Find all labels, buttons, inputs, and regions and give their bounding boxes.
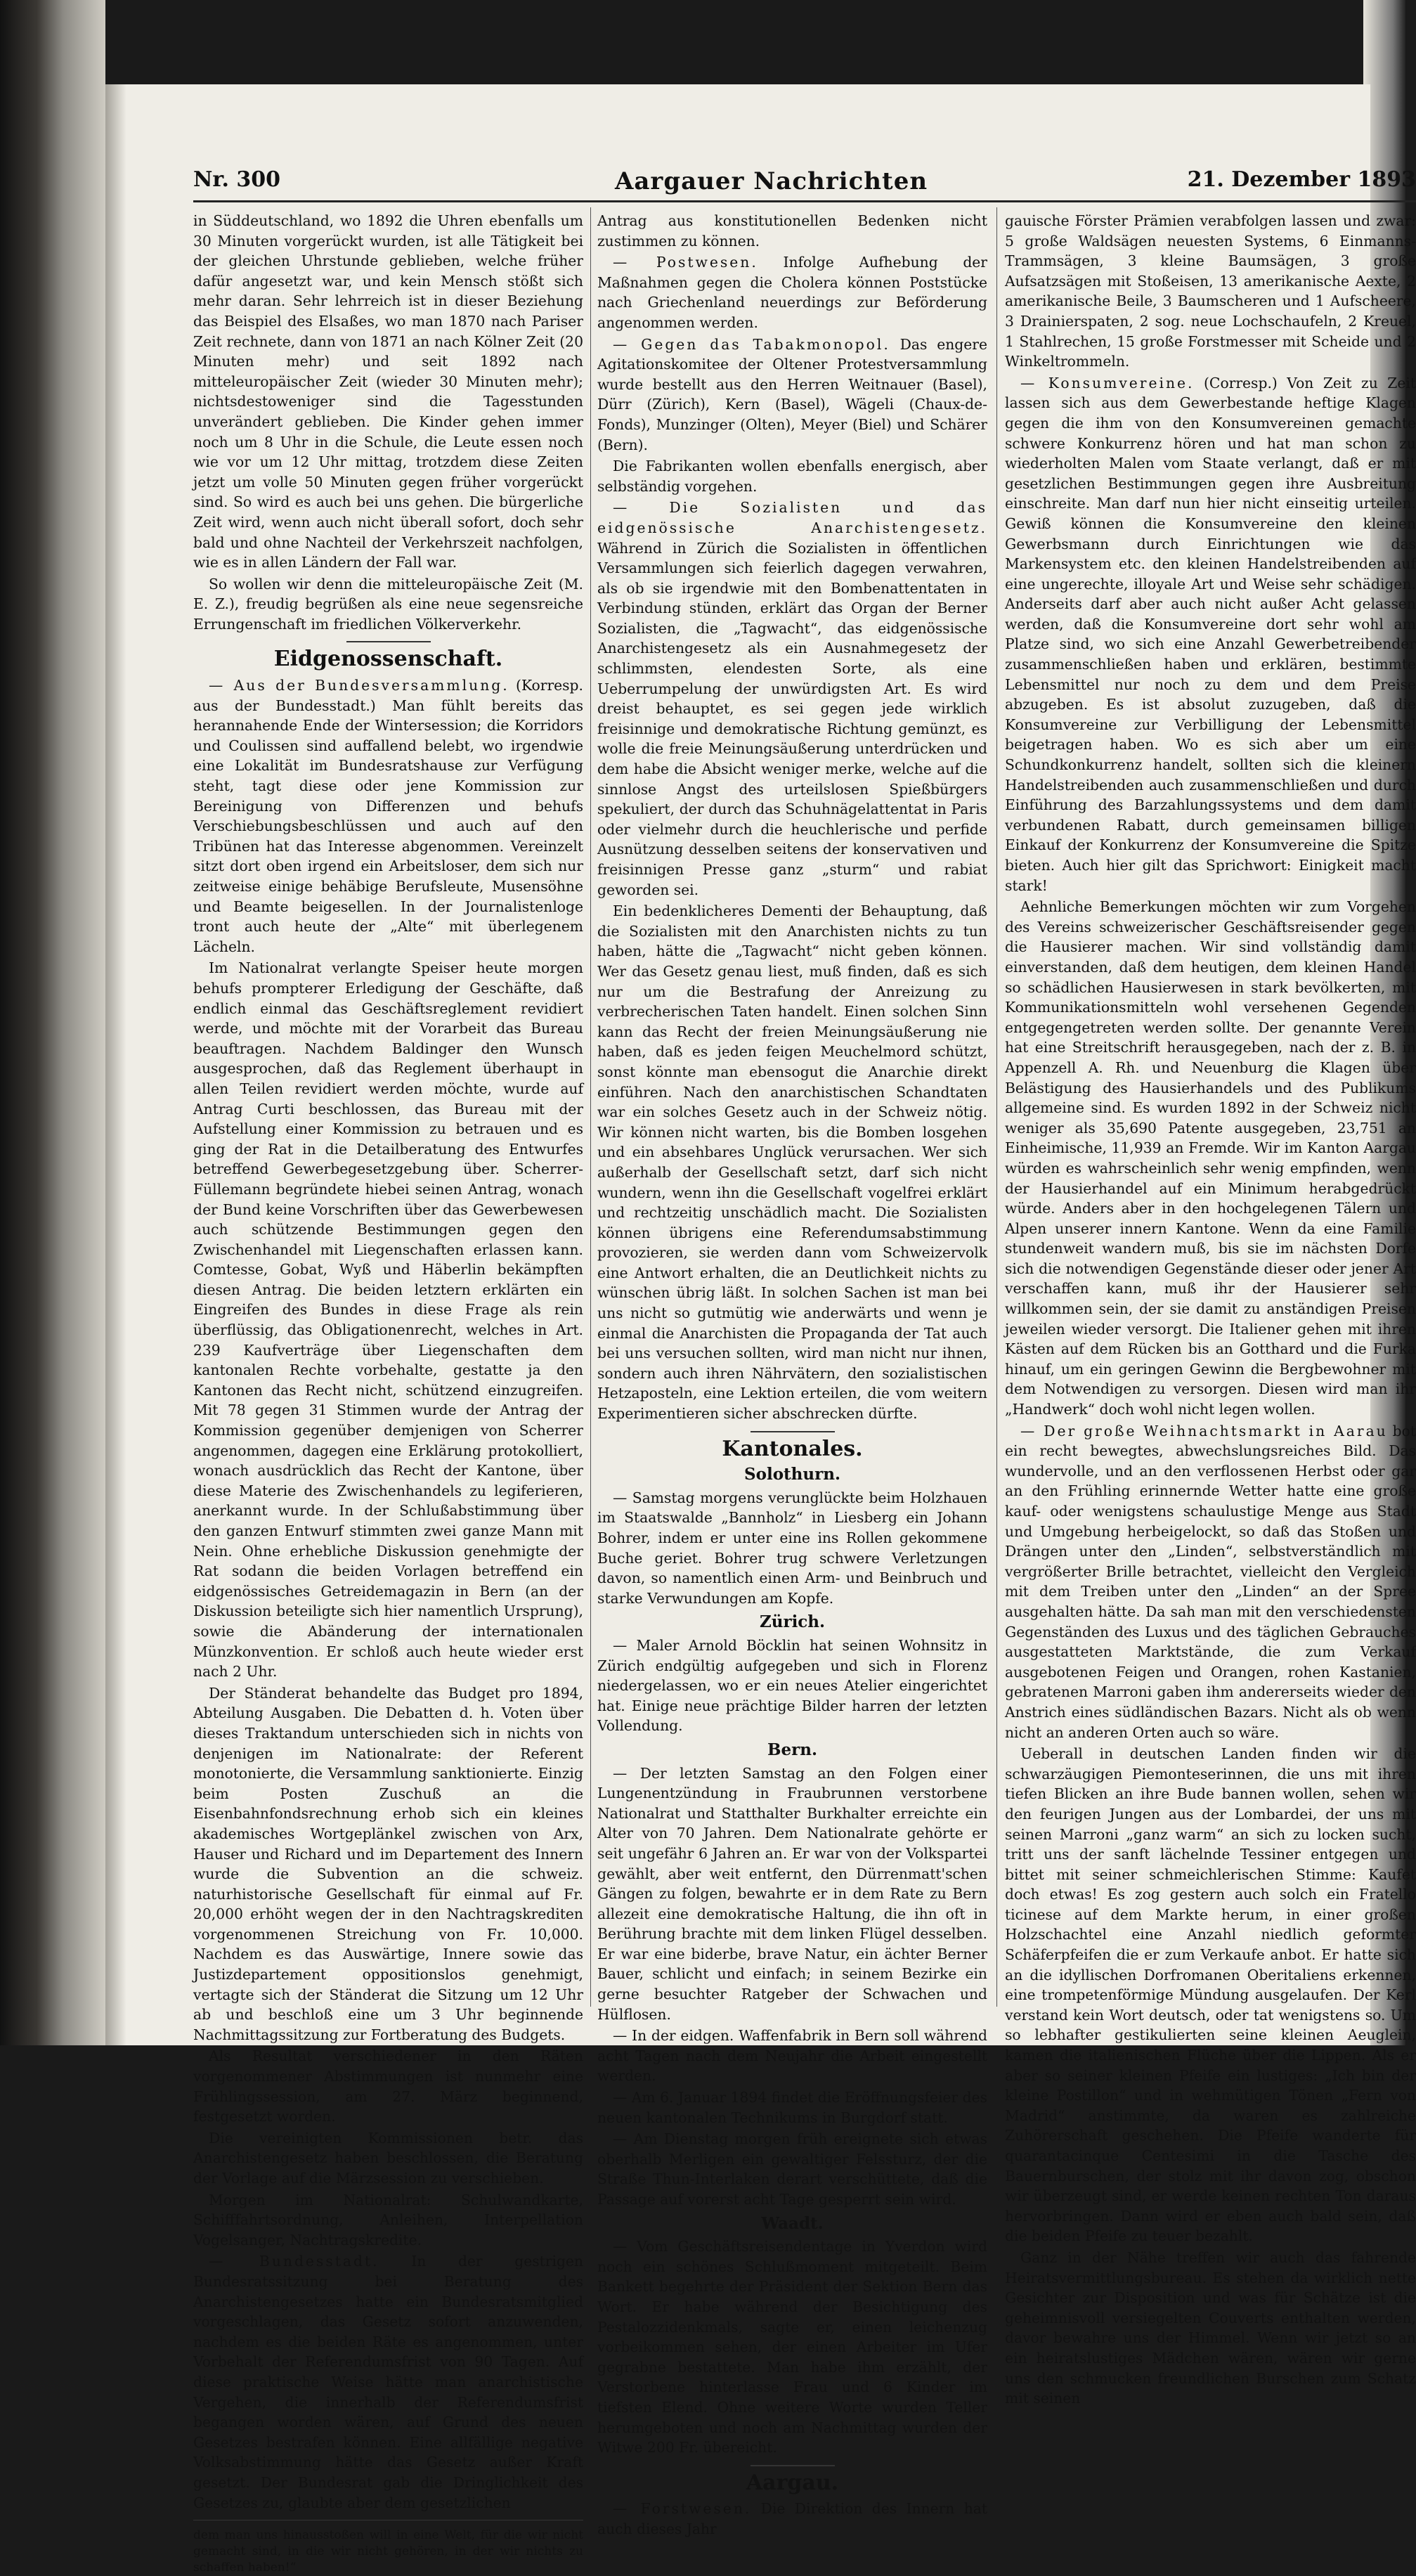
article-title: — Forstwesen.	[613, 2500, 752, 2518]
article-paragraph: — Am Dienstag morgen früh ereignete sich etwas oberhalb Merligen ein gewaltiger Felssturz, der die Straße Thun-Interlaken derart verschüttete, daß die Passage auf vorerst acht Tage gesperrt sein wird.	[597, 2130, 987, 2208]
article-text: (Korresp. aus der Bundesstadt.) Man fühlt bereits das herannahende Ende der Wintersession; die Korridors und Coulissen sind auffallend belebt, wo irgendwie eine Lokalität im Bundesratshause zur Verfügung steht, tagt diese oder jene Kommission zur Bereinigung von Differenzen und behufs Verschiebungsbeschlüssen und auch auf den Tribünen hat das Interesse abgenommen. Vereinzelt sitzt dort oben irgend ein Arbeitsloser, dem sich nur zeitweise einige behäbige Berufsleute, Musensöhne und Beamte beigesellen. In der Journalistenloge tront auch heute der „Alte“ mit überlegenem Lächeln.	[193, 677, 583, 955]
article-text: Infolge Aufhebung der Maßnahmen gegen die Cholera können Poststücke nach Griechenland neuerdings zur Beförderung angenommen werden.	[597, 254, 988, 331]
article-paragraph: Die Fabrikanten wollen ebenfalls energisch, aber selbständig vorgehen.	[597, 458, 987, 495]
article-title: — Aus der Bundesversammlung.	[209, 677, 509, 694]
article-title: — Der große Weihnachtsmarkt in Aarau	[1020, 1422, 1388, 1439]
article-paragraph: — Samstag morgens verunglückte beim Holzhauen im Staatswalde „Bannholz“ in Liesberg ein Johann Bohrer, indem er unter eine ins Rollen gekommene Buche geriet. Bohrer trug schwere Verletzungen davon, so namentlich einen Arm- und Beinbruch und starke Verwundungen am Kopfe.	[597, 1489, 987, 1607]
column-divider	[590, 207, 591, 2007]
article-paragraph: So wollen wir denn die mitteleuropäische Zeit (M. E. Z.), freudig begrüßen als eine neue segensreiche Errungenschaft im friedlichen Völkerverkehr.	[193, 575, 583, 633]
section-heading: Eidgenossenschaft.	[273, 647, 503, 672]
column-divider	[996, 207, 997, 2007]
article-paragraph: — Vom Geschäftsreisendentage in Yverdon wird noch ein schönes Schlußmoment mitgeteilt. Beim Bankett begehrte der Präsident der Sektion Bern das Wort. Er habe während der Besichtigung des Pestalozzidenkmals, sagte er, einen leichenzug vorbeikommen sehen, der einen Arbeiter im Ufer gegrabne bestattete. Man habe ihm erzählt, der Verstorbene hinterlasse Frau und 6 Kinder im tiefsten Elend. Ohne weitere Worte wurden Teller herumgeboten und noch am Nachmittag wurden der Witwe 200 Fr. übereicht.	[597, 2238, 987, 2457]
header-rule	[193, 200, 1416, 202]
article-paragraph: Der Ständerat behandelte das Budget pro 1894, Abteilung Ausgaben. Die Debatten d. h. Voten über dieses Traktandum unterschieden sich in nichts von denjenigen im Nationalrate: der Referent monotonierte, die Versammlung sanktionierte. Einzig beim Posten Zuschuß an die Eisenbahnfondsrechnung erhob sich ein kleines akademisches Wortgeplänkel zwischen von Arx, Hauser und Richard und im Departement des Innern wurde die Subvention an die schweiz. naturhistorische Gesellschaft für einmal auf Fr. 20,000 erhöht wegen der in den Nachtragskrediten vorgenommenen Streichung von Fr. 10,000. Nachdem es das Auswärtige, Innere sowie das Justizdepartement oppositionslos genehmigt, vertagte sich der Ständerat die Sitzung um 12 Uhr ab und beschloß eine um 3 Uhr beginnende Nachmittagssitzung zur Fortberatung des Budgets.	[193, 1684, 583, 2043]
article-text: Das engere Agitationskomitee der Oltener Protestversammlung wurde bestellt aus den Herren Weitnauer (Basel), Dürr (Zürich), Kern (Basel), Wägeli (Chaux-de-Fonds), Munzinger (Olten), Meyer (Biel) und Schärer (Bern).	[597, 335, 987, 453]
article-text: Während in Zürich die Sozialisten in öffentlichen Versammlungen sich feierlich dagegen verwahren, als ob sie irgendwie mit den Bombenattentaten in Verbindung stünden, erklärt das Organ der Berner Sozialisten, die „Tagwacht“, das eidgenössische Anarchistengesetz als ein Ausnahmegesetz der schlimmsten, elendesten Sorte, als eine Ueberrumpelung der unwürdigsten Art. Es wird dreist behauptet, es sei gegen jede wirklich freisinnige und demokratische Richtung gemünzt, es wolle die freie Meinungsäußerung unterdrücken und dem habe die Absicht weniger merke, welche auf die sinnlose Angst des urteilslosen Spießbürgers spekuliert, der durch das Schuhnägelattentat in Paris oder vielmehr durch die heuchlerische und perfide Ausnützung desselben seitens der konservativen und freisinnigen Presse ganz „sturm“ und rabiat geworden sei.	[597, 539, 987, 898]
article-paragraph: Aehnliche Bemerkungen möchten wir zum Vorgehen des Vereins schweizerischer Geschäftsreisender gegen die Hausierer machen. Wir sind vollständig damit einverstanden, daß dem heutigen, dem kleinen Handel so schädlichen Hausierwesen in stark bevölkerten, mit Kommunikationsmitteln wohl versehenen Gegenden entgegengetreten werden sollte. Der genannte Verein hat eine Streitschrift herausgegeben, nach der z. B. in Appenzell A. Rh. und Neuenburg die Klagen über Belästigung des Hausierhandels und des Publikums allgemeine sind. Es wurden 1892 in der Schweiz nicht weniger als 35,690 Patente ausgegeben, 23,751 an Einheimische, 11,939 an Fremde. Wir im Kanton Aargau würden es wahrscheinlich sehr wenig empfinden, wenn der Hausierhandel auf ein Minimum herabgedrückt würde. Anders aber in den hochgelegenen Tälern und Alpen unserer innern Kantone. Wenn da eine Familie stundenweit wandern muß, bis sie im nächsten Dorfe sich die notwendigen Gegenstände dieser oder jener Art verschaffen kann, muß ihr der Hausierer sehr willkommen sein, der sie damit zu anständigen Preisen jeweilen wieder versorgt. Die Italiener gehen mit ihren Kästen auf dem Rücken bis an Gotthard und die Furka hinauf, um ein geringen Gewinn die Bergbewohner mit dem Notwendigen zu versorgen. Diesen wird man ihr „Handwerk“ doch wohl nicht legen wollen.	[1005, 898, 1416, 1418]
article-paragraph: — Maler Arnold Böcklin hat seinen Wohnsitz in Zürich endgültig aufgegeben und sich in Florenz niedergelassen, wo er ein neues Atelier eingerichtet hat. Einige neue prächtige Bilder harren der letzten Vollendung.	[597, 1636, 987, 1735]
article-title: — Konsumvereine.	[1020, 374, 1195, 391]
article-paragraph: Ganz in der Nähe treffen wir auch das fahrende Heiratsvermittlungsbureau. Es stehen da wirklich nette Gesichter zur Disposition und was für Schätze ist die geheimnisvoll versiegelten Couverts enthalten werden, davor bewahre uns der Himmel. Wenn wir jetzt so an ein heiratslustiges Mädchen wären, wären wir gerne uns den schmucken freundlichen Burschen zum Schatz mit seinen	[1005, 2248, 1416, 2407]
article-text: In der gestrigen Bundesratssitzung bei Beratung des Anarchistengesetzes hatte ein Bundesratsmitglied vorgeschlagen, das Gesetz sofort anzuwenden, nachdem es die beiden Räte es angenommen, unter Vorbehalt der Referendumsfrist von 90 Tagen. Auf diese praktische Weise hätte man anarchistische Vergehen, die innerhalb der Referendumsfrist begangen worden wären, auf Grund des neuen Gesetzes bestrafen können. Eine allfällige negative Volksabstimmung hätte das Gesetz außer Kraft gesetzt. Der Bundesrat gab die Dringlichkeit des Gesetzes zu, glaubte aber dem gesetzlichen	[193, 2253, 583, 2511]
article-paragraph: — Am 6. Januar 1894 findet die Eröffnungsfeier des neuen kantonalen Technikums in Burgdorf statt.	[597, 2089, 987, 2126]
column-3	[1005, 211, 1416, 2407]
canton-heading: Zürich.	[759, 1612, 826, 1632]
newspaper-page	[105, 84, 1416, 2575]
footnote: dem man uns hinausstoßen will in eine Welt, für die wir nicht gemacht sind, in die wir nicht gehören, in der wir nichts zu schaffen haben!“	[193, 2528, 583, 2575]
article-paragraph: gauische Förster Prämien verabfolgen lassen und zwar: 5 große Waldsägen neuesten Systems, 6 Einmanns-Trammsägen, 3 kleine Baumsägen, 3 große Aufsatzsägen mit Stoßeisen, 13 amerikanische Aexte, 2 amerikanische Beile, 3 Baumscheren und 1 Aufscheere, 3 Drainierspaten, 2 sog. neue Lochschaufeln, 2 Kreuel, 1 Stahlrechen, 15 große Forstmesser mit Scheide und 2 Winkeltrommeln.	[1005, 212, 1416, 370]
article-title: — Die Sozialisten und das eidgenössische Anarchistengesetz.	[597, 499, 987, 536]
canton-heading: Bern.	[767, 1740, 817, 1759]
article-paragraph: — In der eidgen. Waffenfabrik in Bern soll während acht Tagen nach dem Neujahr die Arbeit eingestellt werden.	[597, 2027, 987, 2085]
article-paragraph: — Der letzten Samstag an den Folgen einer Lungenentzündung in Fraubrunnen verstorbene Nationalrat und Statthalter Burkhalter erreichte ein Alter von 70 Jahren. Dem Nationalrate gehörte er seit ungefähr 6 Jahren an. Er war von der Volkspartei gewählt, aber weit entfernt, den Dürrenmatt'schen Gängen zu folgen, bewahrte er in dem Rate zu Bern allezeit eine demokratische Haltung, die ihn oft in Berührung brachte mit dem linken Flügel desselben. Er war eine biderbe, brave Natur, ein ächter Berner Bauer, schlicht und einfach; in seinem Bezirke ein gerne besuchter Ratgeber der Schwachen und Hülflosen.	[597, 1764, 987, 2023]
column-1	[193, 211, 583, 2575]
article-title: — Gegen das Tabakmonopol.	[613, 335, 890, 353]
article-text: Die Direktion des Innern hat auch dieses Jahr	[597, 2500, 987, 2537]
canton-heading: Waadt.	[761, 2213, 824, 2233]
page-header	[193, 167, 1416, 195]
article-title: — Bundesstadt.	[209, 2253, 379, 2270]
issue-date: 21. Dezember 1893	[1187, 167, 1416, 192]
article-text: (Corresp.) Von Zeit zu Zeit lassen sich aus dem Gewerbestande heftige Klagen gegen die ihm von den Konsumvereinen gemachte schwere Konkurrenz hören und hat man schon zu wiederholten Malen vom Staate verlangt, daß er mit gesetzlichen Bestimmungen gegen ihre Ausbreitung einschreite. Man darf nun hier nicht einseitig urteilen. Gewiß können die Konsumvereine den kleinen Gewerbsmann durch Einrichtungen wie das Markensystem etc. den kleinen Handelstreibenden auf eine ungerechte, illoyale Art und Weise sehr schädigen. Anderseits darf aber auch nicht außer Acht gelassen werden, daß die Konsumvereine dort sehr wohl am Platze sind, wo sich eine Anzahl Gewerbetreibender zusammenschließen haben und erklären, bestimmte Lebensmittel nur noch zu dem und dem Preise abzugeben. Es ist absolut zuzugeben, daß die Konsumvereine zur Verbilligung der Lebensmittel beigetragen haben. Wo es sich aber um eine Schundkonkurrenz handelt, sollten sich die kleinern Handelstreibenden auch zusammenschließen und durch Einführung des Barzahlungssystems und dem damit verbundenen Rabatt, durch gemeinsamen billigen Einkauf der Konkurrenz der Konsumvereine die Spitze bieten. Auch hier gilt das Sprichwort: Einigkeit macht stark!	[1005, 374, 1416, 894]
column-2	[597, 211, 988, 2537]
article-paragraph: Ein bedenklicheres Dementi der Behauptung, daß die Sozialisten mit den Anarchisten nichts zu tun haben, hätte die „Tagwacht“ nicht geben können. Wer das Gesetz genau liest, muß finden, daß es sich nur um die Bestrafung der Anreizung zu verbrecherischen Taten handelt. Einen solchen Sinn kann das Recht der freien Meinungsäußerung nie haben, daß es jeden feigen Meuchelmord schützt, sonst könnte man ebensogut die Anarchie direkt einführen. Nach den anarchistischen Schandtaten war ein solches Gesetz auch in der Schweiz nötig. Wir können nicht warten, bis die Bomben losgehen und ein absehbares Unglück verursachen. Wer sich außerhalb der Gesellschaft setzt, darf sich nicht wundern, wenn ihn die Gesellschaft vogelfrei erklärt und rechtzeitig unschädlich macht. Die Sozialisten können übrigens eine Referendumsabstimmung provozieren, sie werden dann vom Schweizervolk eine Antwort erhalten, die an Deutlichkeit nichts zu wünschen übrig läßt. In solchen Sachen ist man bei uns nicht so gutmütig wie anderwärts und wenn je einmal die Anarchisten die Propaganda der Tat auch bei uns versuchen sollten, wird man nicht nur ihnen, sondern auch ihren Nährvätern, den sozialistischen Hetzaposteln, eine Lektion erteilen, die vom weitern Experimentieren sicher abschrecken dürfte.	[597, 902, 987, 1423]
book-spine	[0, 0, 105, 2045]
article-paragraph: Antrag aus konstitutionellen Bedenken nicht zustimmen zu können.	[597, 212, 987, 250]
article-paragraph: in Süddeutschland, wo 1892 die Uhren ebenfalls um 30 Minuten vorgerückt wurden, ist alle Tätigkeit bei der gleichen Uhrstunde geblieben, welche früher dafür angesetzt war, und kein Mensch stößt sich mehr daran. Sehr lehrreich ist in dieser Beziehung das Beispiel des Elsaßes, wo man 1870 nach Pariser Zeit rechnete, dann von 1871 an nach Kölner Zeit (20 Minuten mehr) und seit 1892 nach mitteleuropäischer Zeit (wieder 30 Minuten mehr); nichtsdestoweniger sind die Tagesstunden unverändert geblieben. Die Kinder gehen immer noch um 8 Uhr in die Schule, die Leute essen noch wie vor um 12 Uhr mittag, trotzdem diese Zeiten jetzt um volle 50 Minuten gegen früher vorgerückt sind. So wird es auch bei uns gehen. Die bürgerliche Zeit wird, wenn auch nicht überall sofort, doch sehr bald und ohne Nachteil der Verkehrszeit nachfolgen, wie es in allen Ländern der Fall war.	[193, 212, 583, 571]
article-paragraph: Die vereinigten Kommissionen betr. das Anarchistengesetz haben beschlossen, die Beratung der Vorlage auf die Märzsession zu verschieben.	[193, 2129, 583, 2187]
section-heading: Aargau.	[746, 2470, 839, 2495]
article-paragraph: Ueberall in deutschen Landen finden wir die schwarzäugigen Piemonteserinnen, die uns mit ihren tiefen Blicken an ihre Bude bannen wollen, sehen wir den feurigen Jungen aus der Lombardei, der uns mit seinen Marroni „ganz warm“ an sich zu locken sucht, tritt uns der sanft lächelnde Tessiner entgegen und bittet mit seiner schmeichlerischen Stimme: Kaufet doch etwas! Es zog gestern auch solch ein Fratello ticinese auf dem Markte herum, in einer großen Holzschachtel eine Anzahl niedlich geformter Schäferpfeifen die er zum Verkaufe anbot. Er hatte sich an die idyllischen Dorfromanen Oberitaliens erkennen, eine trompetenförmige Mündung ausgelaufen. Der Kerl verstand kein Wort deutsch, oder tat wenigstens so. Um so lebhafter gestikulierten seine kleinen Aeuglein, kamen die italienischen Flüche über die Lippen. Als er aber so seiner kleinen Pfeife ein lustiges: „Ich bin der kleine Postillon“ und in wehmütigen Tönen „Fern von Madrid“ anstimmte, da waren es zahlreiche Zuhörerschaft geschehen. Die Pfeife wanderte für quarantacinque Centesimi in die Tasche des Bauernburschen, der stolz mit ihr davon zog, obschon wir überzeugt sind, er werde keinen rechten Ton daraus hervorbringen. Dann wird er eben auch bald sein, daß die beiden Pfeife zu teuer bezahlt.	[1005, 1745, 1416, 2245]
section-divider	[346, 641, 431, 642]
section-divider	[751, 2465, 835, 2466]
article-paragraph: Morgen im Nationalrat: Schulwandkarte, Schifffahrtsordnung, Anleihen, Interpellation Vogelsanger, Nachtragskredite.	[193, 2191, 583, 2248]
section-heading: Kantonales.	[722, 1436, 863, 1461]
article-paragraph: Im Nationalrat verlangte Speiser heute morgen behufs prompterer Erledigung der Geschäfte, daß endlich einmal das Geschäftsreglement revidiert werde, und möchte mit der Vorarbeit das Bureau beauftragen. Nachdem Baldinger den Wunsch ausgesprochen, daß das Reglement überhaupt in allen Teilen revidiert werden möchte, wurde auf Antrag Curti beschlossen, das Bureau mit der Aufstellung einer Kommission zu betrauen und es ging der Rat in die Detailberatung des Entwurfes betreffend Gewerbegesetzgebung über. Scherrer-Füllemann begründete hiebei seinen Antrag, wonach der Bund keine Vorschriften über das Gewerbewesen auch schützende Bestimmungen gegen den Zwischenhandel mit Liegenschaften erlassen kann. Comtesse, Gobat, Wyß und Häberlin bekämpften diesen Antrag. Die beiden letztern erklärten ein Eingreifen des Bundes in diese Frage als rein überflüssig, das Obligationenrecht, welches in Art. 239 Kaufverträge über Liegenschaften dem kantonalen Rechte vorbehalte, gestatte ja den Kantonen das Recht nicht, schützend einzugreifen. Mit 78 gegen 31 Stimmen wurde der Antrag der Kommission gegenüber demjenigen von Scherrer angenommen, dagegen eine Erklärung protokolliert, wonach ausdrücklich das Recht der Kantone, über diese Materie des Zwischenhandels zu legiferieren, anerkannt wurde. In der Schlußabstimmung über den ganzen Entwurf stimmten zwei ganze Mann mit Nein. Ohne erhebliche Diskussion genehmigte der Rat sodann die beiden Vorlagen betreffend ein eidgenössisches Getreidemagazin in Bern (an der Diskussion beteiligte sich hier namentlich Ursprung), sowie die Abänderung der internationalen Münzkonvention. Er schloß auch heute wieder erst nach 2 Uhr.	[193, 959, 583, 1681]
page-number: Nr. 300	[193, 167, 280, 192]
section-divider	[751, 1431, 835, 1432]
article-title: — Postwesen.	[613, 254, 758, 271]
article-paragraph: Als Resultat verschiedener in den Räten vorgenommener Abstimmungen ist nunmehr eine Frühlingssession, am 27. März beginnend, festgesetzt worden.	[193, 2047, 583, 2125]
newspaper-title: Aargauer Nachrichten	[615, 167, 928, 195]
canton-heading: Solothurn.	[744, 1465, 840, 1484]
article-text: bot ein recht bewegtes, abwechslungsreiches Bild. Das wundervolle, und an den verflossenen Herbst oder gar an den Frühling erinnernde Wetter hatte eine große kauf- oder wenigstens schaulustige Menge aus Stadt und Umgebung herbeigelockt, so daß das Stoßen und Drängen unter den „Linden“, selbstverständlich mit vergrößerter Brille betrachtet, vielleicht den Vergleich mit dem Treiben unter den „Linden“ an der Spree ausgehalten hätte. Da sah man mit den verschiedensten Gegenständen des Luxus und des täglichen Gebrauches ausgestatteten Marktstände, die zum Verkauf ausgebotenen Feigen und Orangen, rohen Kastanien, gebratenen Marroni gaben ihm andererseits wieder den Anstrich eines südländischen Bazars. Nicht als ob wenn nicht an anderen Orten auch so wäre.	[1005, 1422, 1416, 1741]
